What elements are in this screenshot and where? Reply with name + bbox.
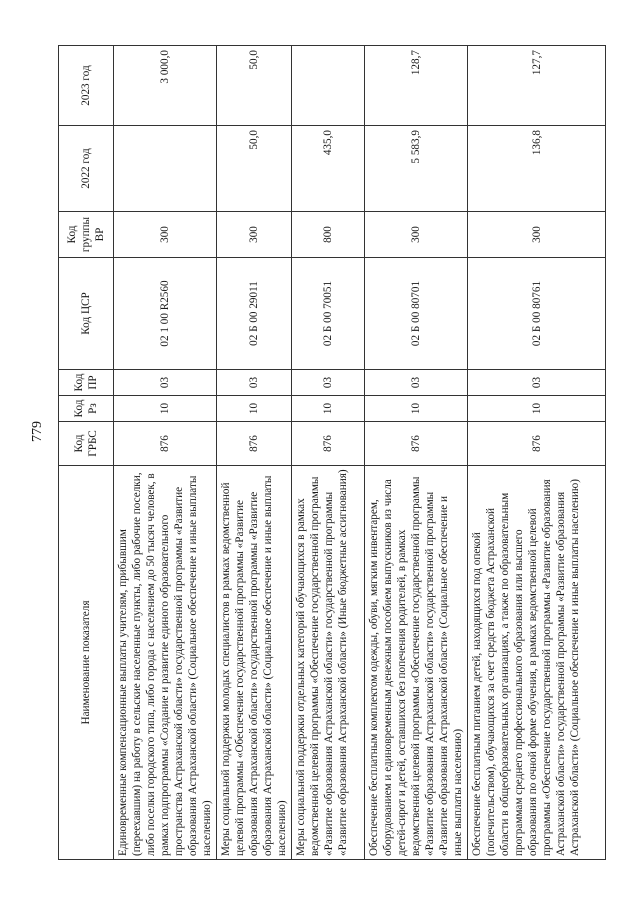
row-2022: 136,8 (468, 126, 606, 212)
row-pr: 03 (292, 370, 365, 396)
row-rz: 10 (114, 396, 217, 422)
row-name: Единовременные компенсационные выплаты учителям, прибывшим (переехавшим) на работу в сельские населенные пункты, либо рабочие поселки, либо поселки городского типа, либо города с населением до 50 тысяч человек, в рамках подпрограммы «Создание и развитие единого образовательного пространства Астраханской области» государственной программы «Развитие образования Астраханской области» (Социальное обеспечение и иные выплаты населению) (114, 466, 217, 860)
row-pr: 03 (217, 370, 292, 396)
row-pr: 03 (114, 370, 217, 396)
col-grbs-header: Код ГРБС (59, 422, 114, 466)
row-2023 (292, 46, 365, 126)
row-rz: 10 (468, 396, 606, 422)
document-table-area (58, 46, 601, 860)
row-name: Меры социальной поддержки молодых специалистов в рамках ведомственной целевой программы «Обеспечение государственной программы «Развитие образования Астраханской области» государственной программы «Развитие образования Астраханской области» (Социальное обеспечение и иные выплаты населению) (217, 466, 292, 860)
col-name-header: Наименование показателя (59, 466, 114, 860)
row-2023: 50,0 (217, 46, 292, 126)
row-vr: 300 (468, 212, 606, 258)
row-csr: 02 Б 00 70051 (292, 258, 365, 370)
row-rz: 10 (365, 396, 468, 422)
row-vr: 300 (217, 212, 292, 258)
row-2023: 127,7 (468, 46, 606, 126)
row-name: Обеспечение бесплатным питанием детей, находящихся под опекой (попечительством), обучающихся за счет средств бюджета Астраханской области в общеобразовательных организациях, а также по образовательным программам среднего профессионального образования или высшего образования по очной форме обучения, в рамках ведомственной целевой программы «Обеспечение государственной программы «Развитие образования Астраханской области» государственной программы «Развитие образования Астраханской области» (Социальное обеспечение и иные выплаты населению) (468, 466, 606, 860)
row-csr: 02 1 00 R2560 (114, 258, 217, 370)
col-vr-header: Код группы ВР (59, 212, 114, 258)
row-csr: 02 Б 00 29011 (217, 258, 292, 370)
row-rz: 10 (292, 396, 365, 422)
col-2023-header: 2023 год (59, 46, 114, 126)
header-row (59, 46, 114, 860)
row-name: Меры социальной поддержки отдельных категорий обучающихся в рамках ведомственной целевой программы «Обеспечение государственной программы «Развитие образования Астраханской области» государственной программы «Развитие образования Астраханской области» (Иные бюджетные ассигнования) (292, 466, 365, 860)
row-grbs: 876 (292, 422, 365, 466)
row-pr: 03 (468, 370, 606, 396)
row-grbs: 876 (217, 422, 292, 466)
table-row (114, 46, 217, 860)
row-2023: 128,7 (365, 46, 468, 126)
table-row (365, 46, 468, 860)
row-csr: 02 Б 00 80761 (468, 258, 606, 370)
row-vr: 300 (365, 212, 468, 258)
row-grbs: 876 (468, 422, 606, 466)
row-vr: 800 (292, 212, 365, 258)
row-vr: 300 (114, 212, 217, 258)
row-2022: 435,0 (292, 126, 365, 212)
row-pr: 03 (365, 370, 468, 396)
col-pr-header: Код ПР (59, 370, 114, 396)
table-row (217, 46, 292, 860)
row-name: Обеспечение бесплатным комплектом одежды, обуви, мягким инвентарем, оборудованием и единовременным денежным пособием выпускников из числа детей-сирот и детей, оставшихся без попечения родителей, в рамках ведомственной целевой программы «Обеспечение государственной программы «Развитие образования Астраханской области» государственной программы «Развитие образования Астраханской области» (Социальное обеспечение и иные выплаты населению) (365, 466, 468, 860)
row-2022 (114, 126, 217, 212)
table-row (468, 46, 606, 860)
main-table (58, 45, 606, 860)
row-grbs: 876 (114, 422, 217, 466)
row-2022: 5 583,9 (365, 126, 468, 212)
table-row (292, 46, 365, 860)
row-csr: 02 Б 00 80701 (365, 258, 468, 370)
row-2022: 50,0 (217, 126, 292, 212)
col-rz-header: Код Рз (59, 396, 114, 422)
page-number: 779 (30, 421, 45, 442)
col-2022-header: 2022 год (59, 126, 114, 212)
row-2023: 3 000,0 (114, 46, 217, 126)
col-csr-header: Код ЦСР (59, 258, 114, 370)
row-rz: 10 (217, 396, 292, 422)
row-grbs: 876 (365, 422, 468, 466)
